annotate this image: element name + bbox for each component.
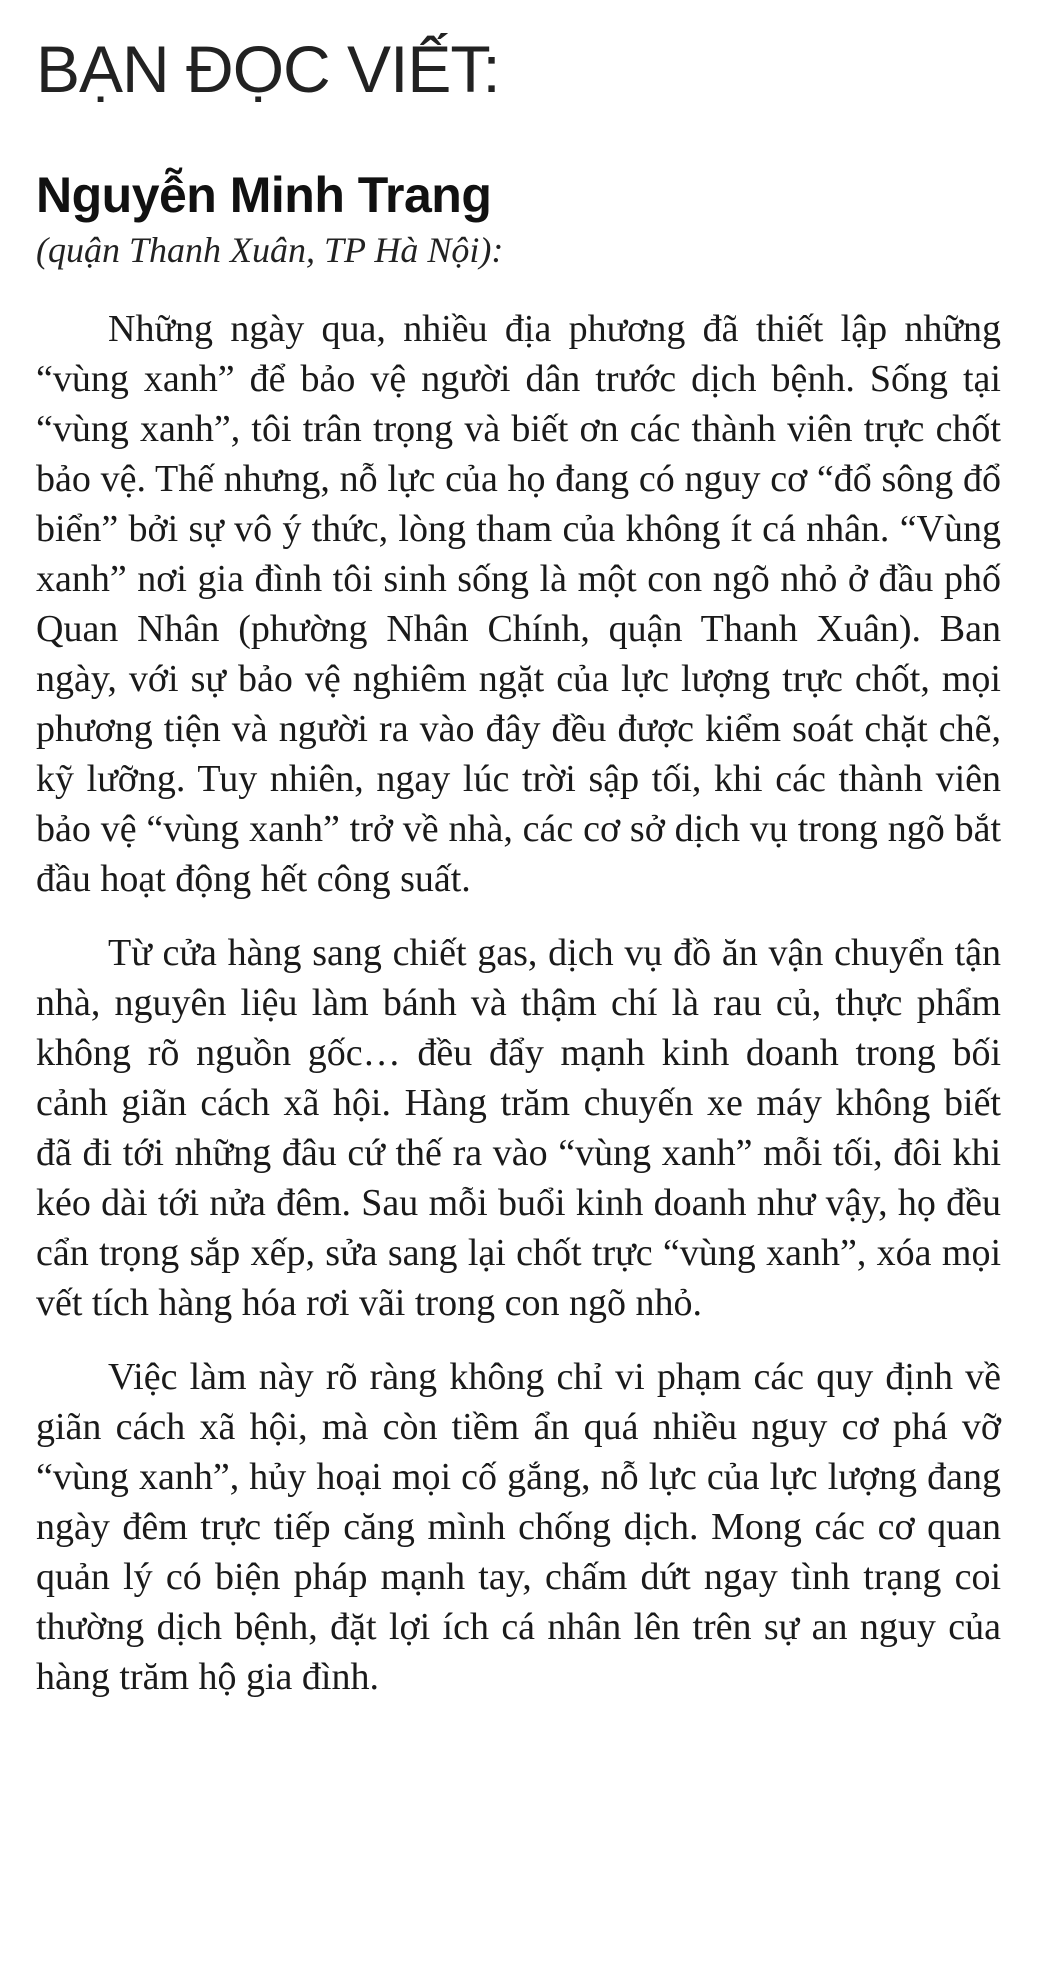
article-paragraph-2: Từ cửa hàng sang chiết gas, dịch vụ đồ ăn vận chuyển tận nhà, nguyên liệu làm bánh và thậm chí là rau củ, thực phẩm không rõ nguồn gốc… đều đẩy mạnh kinh doanh trong bối cảnh giãn cách xã hội. Hàng trăm chuyến xe máy không biết đã đi tới những đâu cứ thế ra vào “vùng xanh” mỗi tối, đôi khi kéo dài tới nửa đêm. Sau mỗi buổi kinh doanh như vậy, họ đều cẩn trọng sắp xếp, sửa sang lại chốt trực “vùng xanh”, xóa mọi vết tích hàng hóa rơi vãi trong con ngõ nhỏ. xyxy=(36,932,1001,1324)
author-name: Nguyễn Minh Trang xyxy=(36,167,492,223)
article-body xyxy=(36,304,1001,1702)
author-location: (quận Thanh Xuân, TP Hà Nội): xyxy=(36,230,504,270)
section-heading: BẠN ĐỌC VIẾT: xyxy=(36,32,500,106)
article-paragraph-3: Việc làm này rõ ràng không chỉ vi phạm các quy định về giãn cách xã hội, mà còn tiềm ẩn quá nhiều nguy cơ phá vỡ “vùng xanh”, hủy hoại mọi cố gắng, nỗ lực của lực lượng đang ngày đêm trực tiếp căng mình chống dịch. Mong các cơ quan quản lý có biện pháp mạnh tay, chấm dứt ngay tình trạng coi thường dịch bệnh, đặt lợi ích cá nhân lên trên sự an nguy của hàng trăm hộ gia đình. xyxy=(36,1356,1001,1698)
article-paragraph-1: Những ngày qua, nhiều địa phương đã thiết lập những “vùng xanh” để bảo vệ người dân trước dịch bệnh. Sống tại “vùng xanh”, tôi trân trọng và biết ơn các thành viên trực chốt bảo vệ. Thế nhưng, nỗ lực của họ đang có nguy cơ “đổ sông đổ biển” bởi sự vô ý thức, lòng tham của không ít cá nhân. “Vùng xanh” nơi gia đình tôi sinh sống là một con ngõ nhỏ ở đầu phố Quan Nhân (phường Nhân Chính, quận Thanh Xuân). Ban ngày, với sự bảo vệ nghiêm ngặt của lực lượng trực chốt, mọi phương tiện và người ra vào đây đều được kiểm soát chặt chẽ, kỹ lưỡng. Tuy nhiên, ngay lúc trời sập tối, khi các thành viên bảo vệ “vùng xanh” trở về nhà, các cơ sở dịch vụ trong ngõ bắt đầu hoạt động hết công suất. xyxy=(36,308,1001,900)
